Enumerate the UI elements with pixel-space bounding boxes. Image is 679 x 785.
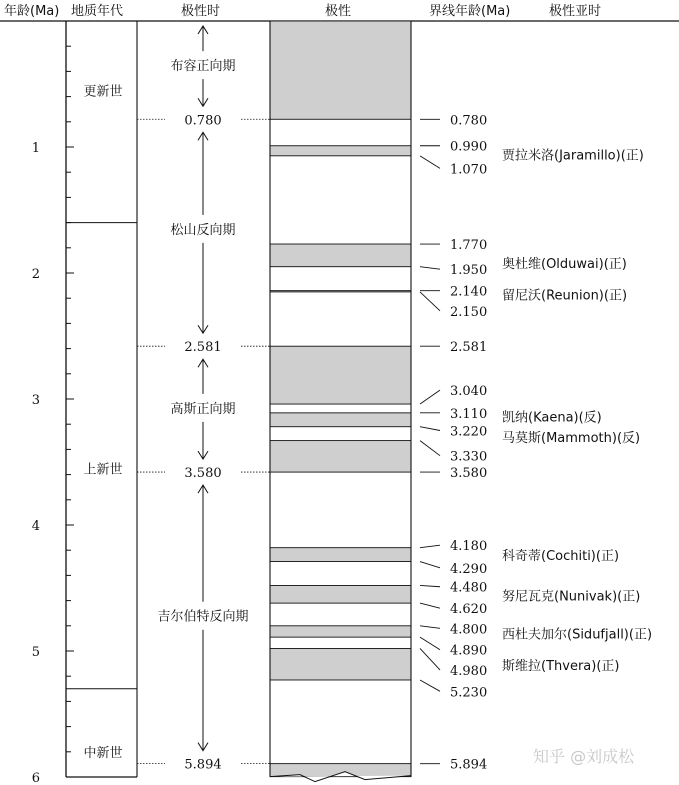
boundary-age-label: 1.770 xyxy=(450,238,488,254)
chron-label: 松山反向期 xyxy=(170,222,236,238)
chron-boundary-age: 3.580 xyxy=(184,466,222,482)
boundary-age-label: 1.070 xyxy=(450,162,488,178)
boundary-leader-line xyxy=(420,680,440,691)
epoch-label: 更新世 xyxy=(83,84,123,100)
boundary-age-label: 3.110 xyxy=(450,406,488,422)
boundary-leader-line xyxy=(420,267,440,270)
boundary-leader-line xyxy=(420,156,440,169)
normal-polarity-band xyxy=(270,648,411,680)
boundary-age-label: 4.290 xyxy=(450,561,488,577)
boundary-leader-line xyxy=(420,427,440,431)
boundary-leader-line xyxy=(420,648,440,669)
tick-label-4: 4 xyxy=(31,519,40,534)
subchron-label: 努尼瓦克(Nunivak)(正) xyxy=(502,589,641,605)
boundary-leader-line xyxy=(420,441,440,456)
subchron-label: 贾拉米洛(Jaramillo)(正) xyxy=(502,148,644,164)
boundary-age-label: 2.150 xyxy=(450,304,488,320)
watermark: 知乎 @刘成松 xyxy=(533,747,635,766)
boundary-age-label: 4.180 xyxy=(450,539,488,555)
boundary-age-label: 2.581 xyxy=(450,340,488,356)
chron-label: 布容正向期 xyxy=(170,59,236,75)
normal-polarity-band xyxy=(270,346,411,404)
subchron-label: 科奇蒂(Cochiti)(正) xyxy=(502,549,620,565)
tick-label-1: 1 xyxy=(31,141,40,156)
boundary-age-label: 4.480 xyxy=(450,580,488,596)
boundary-age-label: 4.980 xyxy=(450,663,488,679)
tick-label-6: 6 xyxy=(31,771,40,785)
boundary-age-label: 4.620 xyxy=(450,602,488,618)
subchron-label: 马莫斯(Mammoth)(反) xyxy=(502,430,641,446)
boundary-age-label: 3.040 xyxy=(450,384,488,400)
tick-label-3: 3 xyxy=(31,393,40,408)
boundary-age-label: 3.220 xyxy=(450,424,488,440)
tick-label-2: 2 xyxy=(31,267,40,282)
boundary-age-label: 5.230 xyxy=(450,685,488,701)
subchron-label: 凯纳(Kaena)(反) xyxy=(502,410,602,426)
boundary-leader-line xyxy=(420,292,440,311)
chron-boundary-age: 2.581 xyxy=(184,340,222,356)
chron-boundary-age: 0.780 xyxy=(184,113,222,129)
boundary-leader-line xyxy=(420,603,440,608)
chron-label: 吉尔伯特反向期 xyxy=(157,609,249,625)
chron-label: 高斯正向期 xyxy=(170,401,236,417)
normal-polarity-band xyxy=(270,244,411,267)
header-polarity: 极性 xyxy=(325,4,352,19)
age-axis-ticks xyxy=(32,46,74,785)
boundary-age-label: 1.950 xyxy=(450,263,488,279)
subchron-label: 西杜夫加尔(Sidufjall)(正) xyxy=(502,627,653,643)
boundary-leader-line xyxy=(420,545,440,548)
boundary-age-label: 4.800 xyxy=(450,622,488,638)
boundary-ages xyxy=(420,113,487,772)
geologic-epochs xyxy=(66,83,137,761)
boundary-leader-line xyxy=(420,562,440,568)
boundary-age-label: 3.330 xyxy=(450,449,488,465)
epoch-label: 上新世 xyxy=(83,462,123,478)
boundary-leader-line xyxy=(420,585,440,586)
normal-polarity-band xyxy=(270,548,411,562)
tick-label-5: 5 xyxy=(31,645,40,660)
subchron-label: 斯维拉(Thvera)(正) xyxy=(502,658,620,674)
normal-polarity-band xyxy=(270,146,411,156)
boundary-age-label: 0.990 xyxy=(450,139,488,155)
normal-polarity-band xyxy=(270,413,411,427)
boundary-leader-line xyxy=(420,637,440,650)
header-row xyxy=(0,3,679,21)
normal-polarity-band xyxy=(270,626,411,637)
polarity-column xyxy=(270,21,411,782)
chron-column xyxy=(137,26,270,773)
chron-boundary-age: 5.894 xyxy=(184,757,222,773)
boundary-age-label: 3.580 xyxy=(450,466,488,482)
subchron-label: 奥杜维(Olduwai)(正) xyxy=(502,256,627,272)
header-boundary-age: 界线年龄(Ma) xyxy=(429,4,511,19)
header-age: 年龄(Ma) xyxy=(4,4,60,19)
boundary-leader-line xyxy=(420,626,440,629)
subchron-label: 留尼沃(Reunion)(正) xyxy=(502,288,628,304)
boundary-leader-line xyxy=(420,390,440,404)
header-subchron: 极性亚时 xyxy=(549,4,602,19)
subchron-labels xyxy=(502,148,652,674)
header-chron: 极性时 xyxy=(181,4,221,19)
normal-polarity-band xyxy=(270,21,411,119)
epoch-label: 中新世 xyxy=(83,745,123,761)
boundary-age-label: 4.890 xyxy=(450,643,488,659)
normal-polarity-band xyxy=(270,291,411,292)
normal-polarity-band xyxy=(270,441,411,473)
boundary-age-label: 5.894 xyxy=(450,757,488,773)
boundary-age-label: 0.780 xyxy=(450,113,488,129)
normal-polarity-band xyxy=(270,585,411,603)
header-geologic-age: 地质年代 xyxy=(71,4,124,19)
boundary-age-label: 2.140 xyxy=(450,284,488,300)
